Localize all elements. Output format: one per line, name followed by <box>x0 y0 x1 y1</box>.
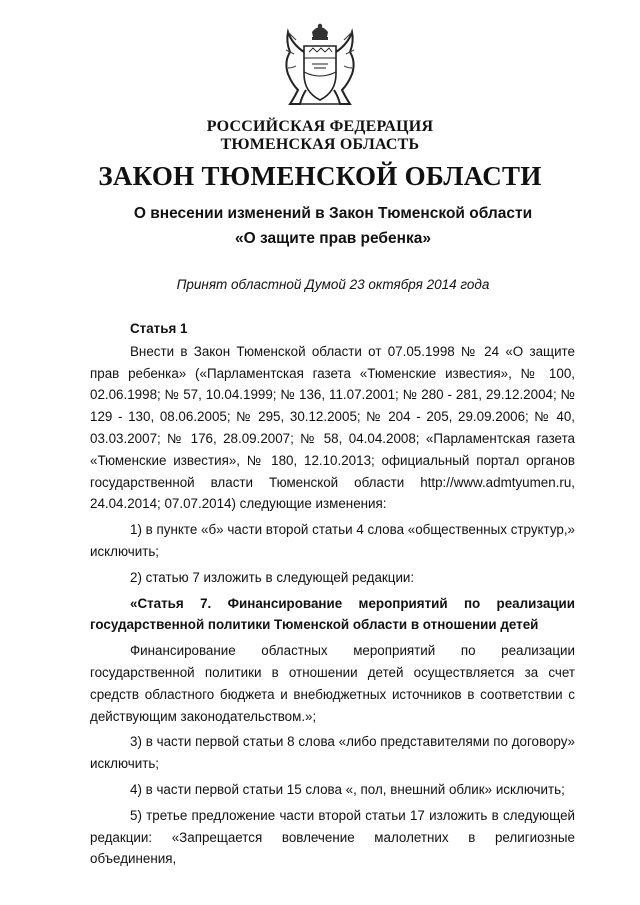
amendment-item-3: 3) в части первой статьи 8 слова «либо представителями по договору» исключить; <box>90 734 575 772</box>
article-heading: Статья 1 <box>130 321 188 336</box>
article-intro: Внести в Закон Тюменской области от 07.05.1998 № 24 «О защите прав ребенка» («Парламентская газета «Тюменские известия», № 100, 02.06.1998; № 57, 10.04.1999; № 136, 11.07.2001; № 280 - 281, 29.12.2004; № 129 - 130, 08.06.2005; № 295, 30.12.2005; № 204 - 205, 29.09.2006; № 40, 03.03.2007; № 176, 28.09.2007; № 58, 04.04.2008; «Парламентская газета «Тюменские известия», № 180, 12.10.2013; официальный портал органов государственной власти Тюменской области http://www.admtyumen.ru, 24.04.2014; 07.07.2014) следующие изменения: <box>90 343 575 512</box>
country-name: РОССИЙСКАЯ ФЕДЕРАЦИЯ <box>206 118 434 135</box>
region-name: ТЮМЕНСКАЯ ОБЛАСТЬ <box>220 136 420 153</box>
document-body <box>90 318 575 870</box>
quoted-article-body: Финансирование областных мероприятий по реализации государственной политики в отношении детей осуществляется за счет средств областного бюджета и внебюджетных источников в соответствии с действующим законодательством.»; <box>90 643 575 724</box>
law-title: ЗАКОН ТЮМЕНСКОЙ ОБЛАСТИ <box>98 161 542 191</box>
amendment-item-1: 1) в пункте «б» части второй статьи 4 слова «общественных структур,» исключить; <box>90 522 575 559</box>
quoted-article-heading: «Статья 7. Финансирование мероприятий по реализации государственной политики Тюменской области в отношении детей <box>90 595 575 633</box>
amendment-item-4: 4) в части первой статьи 15 слова «, пол, внешний облик» исключить; <box>130 781 565 797</box>
amendment-item-2: 2) статью 7 изложить в следующей редакции: <box>130 569 415 585</box>
adoption-date: Принят областной Думой 23 октября 2014 года <box>176 277 490 292</box>
tyumen-coat-of-arms-icon <box>282 22 358 108</box>
law-subject-line2: «О защите прав ребенка» <box>235 230 431 247</box>
law-subject-line1: О внесении изменений в Закон Тюменской области <box>133 205 533 222</box>
amendment-item-5: 5) третье предложение части второй статьи 17 изложить в следующей редакции: «Запрещается вовлечение малолетних в религиозные объединения, <box>90 807 575 867</box>
